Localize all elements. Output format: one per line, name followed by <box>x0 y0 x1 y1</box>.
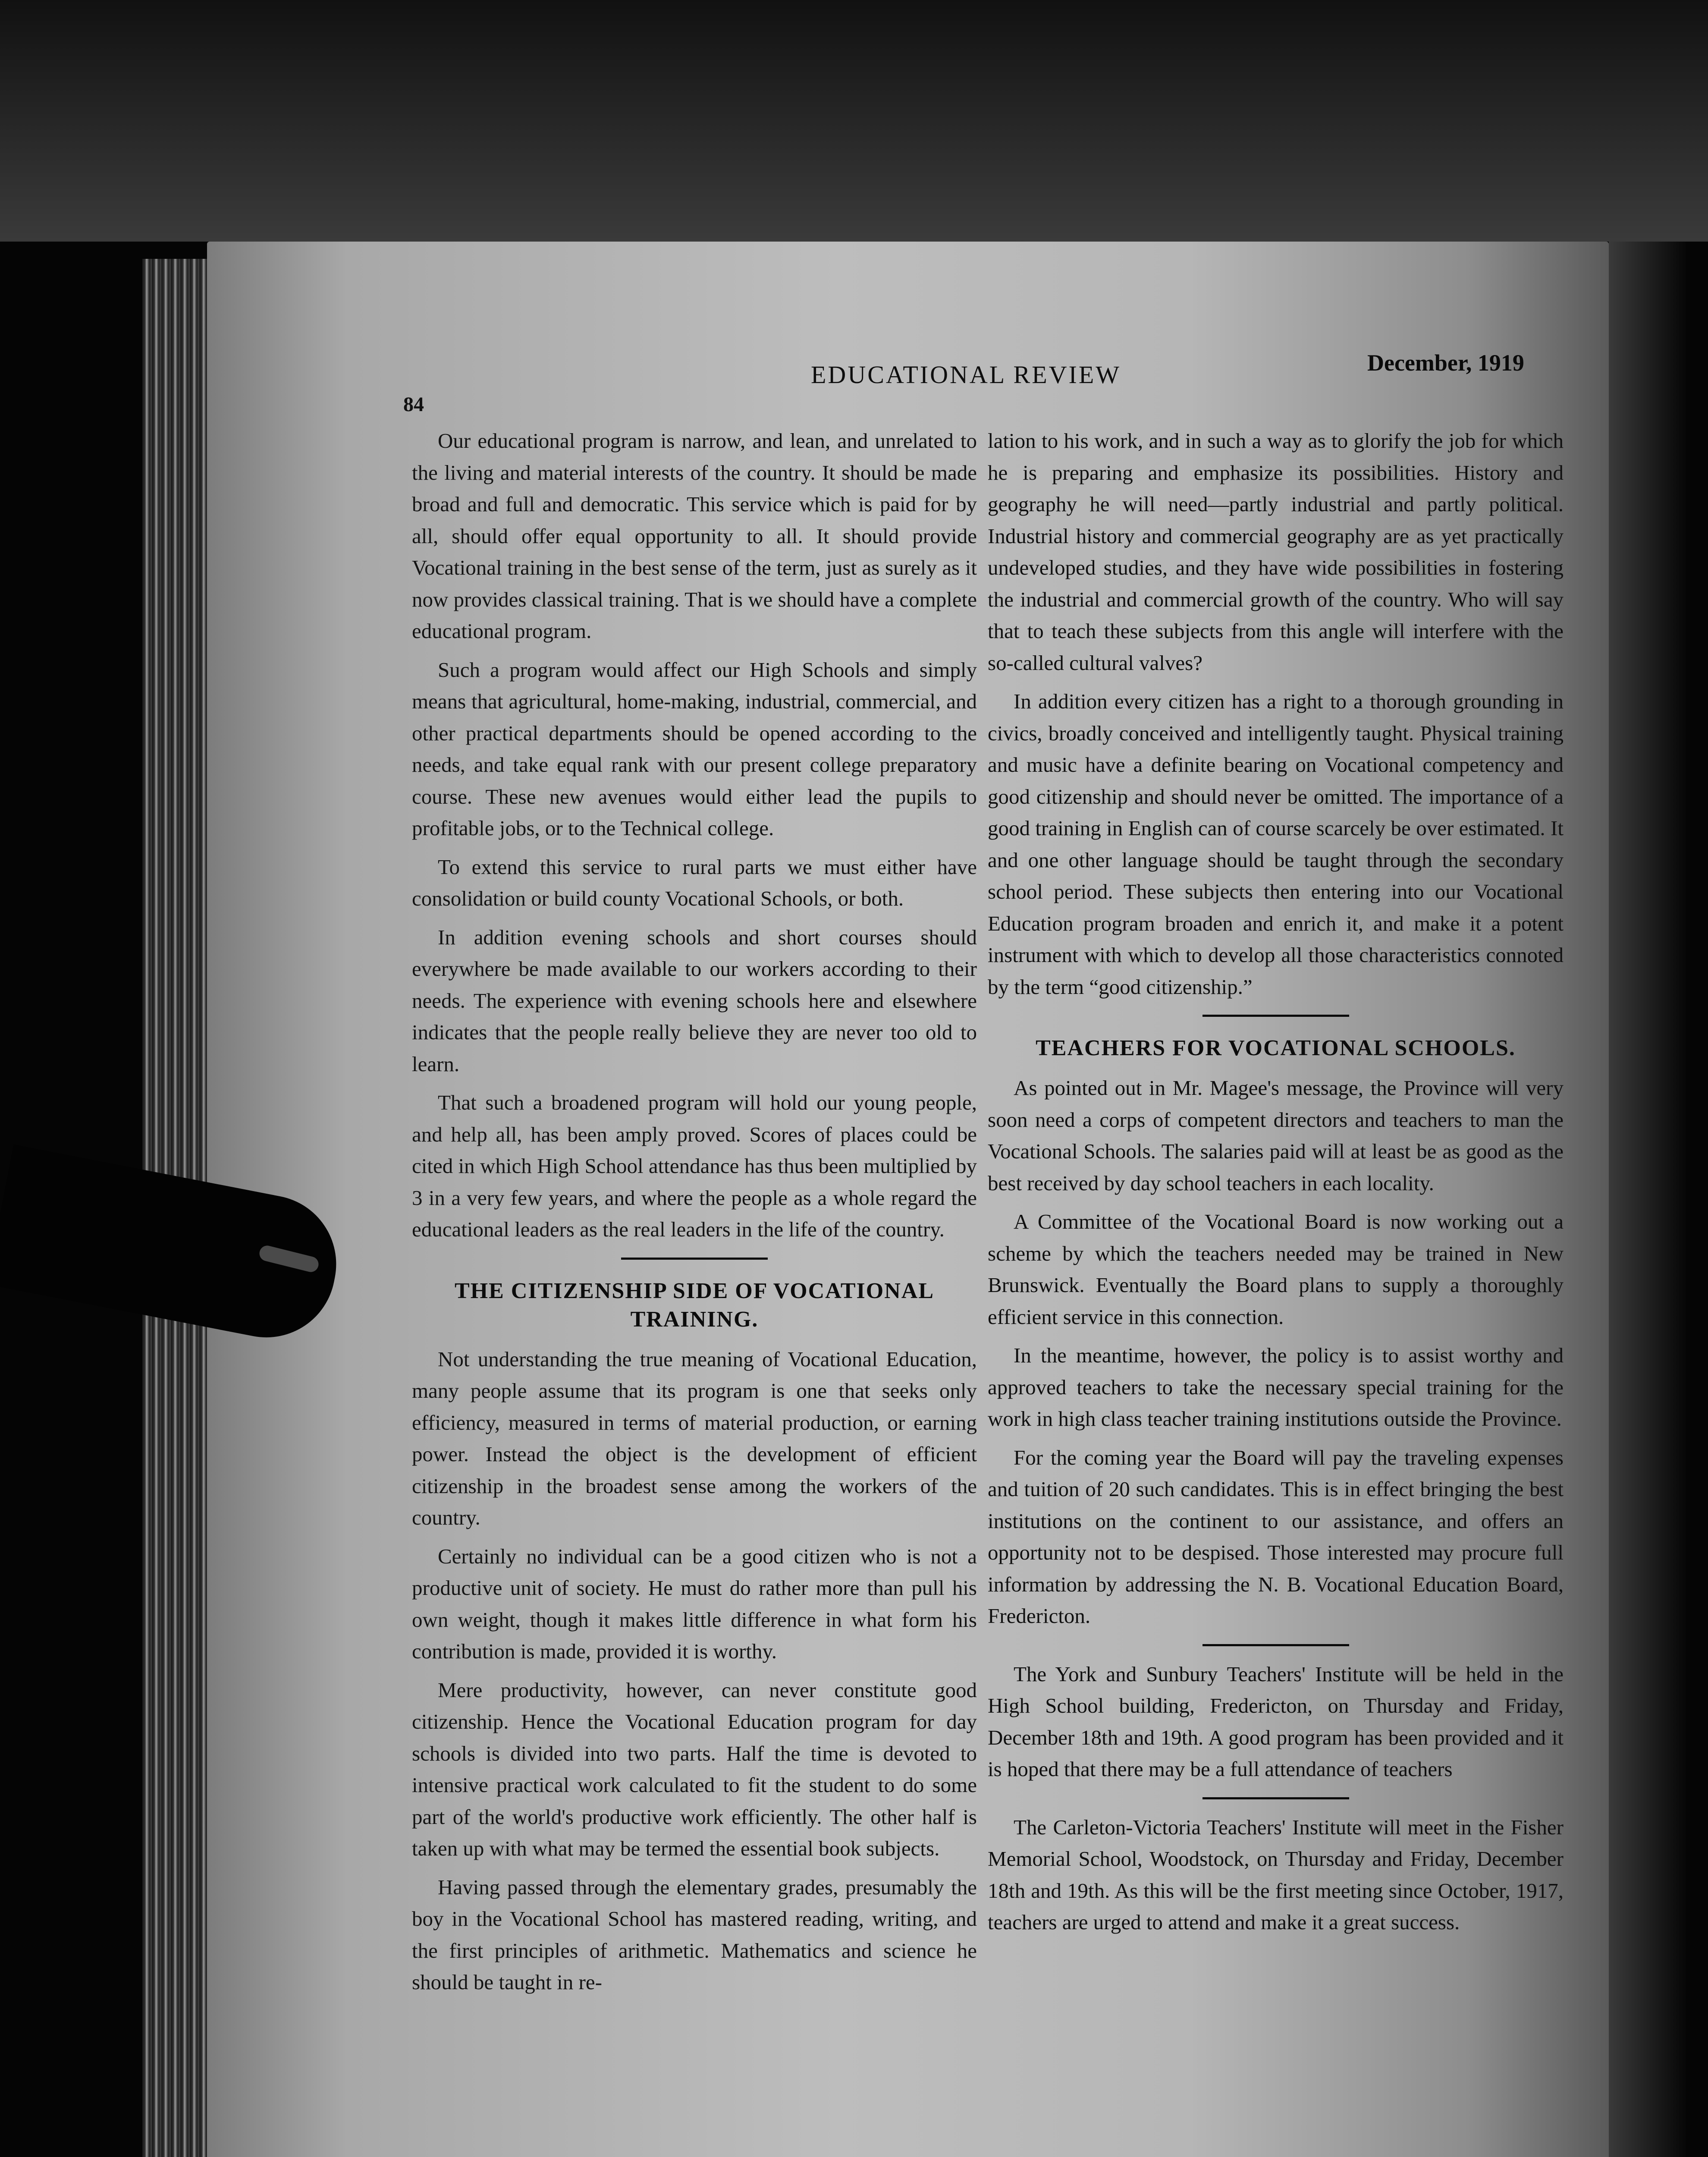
running-head: EDUCATIONAL REVIEW <box>811 361 1121 389</box>
notice-york-sunbury: The York and Sunbury Teachers' Institute will be held in the High School building, Fredericton, on Thursday and Friday, December 18th and 19th. A good program has been provided and it is hoped that there may be a full attendance of teachers <box>988 1662 1564 1781</box>
paragraph: A Committee of the Vocational Board is now working out a scheme by which the teachers needed may be trained in New Brunswick. Eventually the Board plans to supply a thoroughly efficient service in this connection. <box>988 1210 1564 1329</box>
paragraph: In the meantime, however, the policy is to assist worthy and approved teachers to take the necessary special training for the work in high class teacher training institutions outside the Province. <box>988 1343 1564 1431</box>
notice-divider <box>1203 1797 1349 1799</box>
paragraph: In addition every citizen has a right to a thorough grounding in civics, broadly conceived and intelligently taught. Physical training and music have a definite bearing on Vocational competency and good citizenship and should never be omitted. The importance of a good training in English can of course scarcely be over estimated. It and one other language should be taught through the secondary school period. These subjects then entering into our Vocational Education program broaden and enrich it, and make it a potent instrument with which to develop all those characteristics connoted by the term “good citizenship.” <box>988 689 1564 999</box>
paragraph: To extend this service to rural parts we must either have consolidation or build county Vocational Schools, or both. <box>412 855 977 910</box>
paragraph: In addition evening schools and short courses should everywhere be made available to our workers according to their needs. The experience with evening schools here and elsewhere indicates that the people really believe they are never too old to learn. <box>412 925 977 1076</box>
section-divider <box>621 1258 768 1260</box>
paragraph-continuation: lation to his work, and in such a way as to glorify the job for which he is preparing and emphasize its possibilities. History and geography he will need—partly industrial and partly political. Industrial history and commercial geography are as yet practically undeveloped studies, and they have wide possibilities in fostering the industrial and commercial growth of the country. Who will say that to teach these subjects from this angle will interfere with the so-called cultural valves? <box>988 429 1564 675</box>
paragraph: Our educational program is narrow, and lean, and unrelated to the living and material interests of the country. It should be made broad and full and democratic. This service which is paid for by all, should offer equal opportunity to all. It should provide Vocational training in the best sense of the term, just as surely as it now provides classical training. That is we should have a complete educational program. <box>412 429 977 643</box>
issue-date: December, 1919 <box>1367 350 1524 376</box>
paragraph: For the coming year the Board will pay the traveling expenses and tuition of 20 such candidates. This is in effect bringing the best institutions on the continent to our assistance, and offers an opportunity not to be despised. Those interested may procure full information by addressing the N. B. Vocational Education Board, Fredericton. <box>988 1445 1564 1628</box>
paragraph: Not understanding the true meaning of Vocational Education, many people assume that its program is one that seeks only efficiency, measured in terms of material production, or earning power. Instead the object is the development of efficient citizenship in the broadest sense among the workers of the country. <box>412 1347 977 1529</box>
paragraph: Such a program would affect our High Schools and simply means that agricultural, home-making, industrial, commercial, and other practical departments should be opened according to the needs, and take equal rank with our present college preparatory course. These new avenues would either lead the pupils to profitable jobs, or to the Technical college. <box>412 657 977 840</box>
book-spine-shadow <box>1609 242 1686 2157</box>
section-heading-teachers: TEACHERS FOR VOCATIONAL SCHOOLS. <box>1036 1036 1516 1060</box>
paragraph: Having passed through the elementary grades, presumably the boy in the Vocational School has mastered reading, writing, and the first principles of arithmetic. Mathematics and science he should be taught in re- <box>412 1875 977 1994</box>
paragraph: Certainly no individual can be a good citizen who is not a productive unit of society. He must do rather more than pull his own weight, though it makes little difference in what form his contribution is made, provided it is worthy. <box>412 1544 977 1663</box>
paragraph: That such a broadened program will hold our young people, and help all, has been amply proved. Scores of places could be cited in which High School attendance has thus been multiplied by 3 in a very few years, and where the people as a whole regard the educational leaders as the real leaders in the life of the country. <box>412 1091 977 1241</box>
right-column <box>988 425 1564 1945</box>
page-number: 84 <box>403 393 424 416</box>
background-top <box>0 0 1708 242</box>
paragraph: As pointed out in Mr. Magee's message, the Province will very soon need a corps of competent directors and teachers to man the Vocational Schools. The salaries paid will at least be as good as the best received by day school teachers in each locality. <box>988 1076 1564 1195</box>
section-heading-citizenship: THE CITIZENSHIP SIDE OF VOCATIONAL TRAINING. <box>454 1278 935 1332</box>
notice-divider <box>1203 1644 1349 1646</box>
left-column <box>412 425 977 2005</box>
section-divider <box>1203 1015 1349 1017</box>
notice-carleton-victoria: The Carleton-Victoria Teachers' Institute will meet in the Fisher Memorial School, Woodstock, on Thursday and Friday, December 18th and 19th. As this will be the first meeting since October, 1917, teachers are urged to attend and make it a great success. <box>988 1815 1564 1934</box>
paragraph: Mere productivity, however, can never constitute good citizenship. Hence the Vocational Education program for day schools is divided into two parts. Half the time is devoted to intensive practical work calculated to fit the student to do some part of the world's productive work efficiently. The other half is taken up with what may be termed the essential book subjects. <box>412 1678 977 1860</box>
